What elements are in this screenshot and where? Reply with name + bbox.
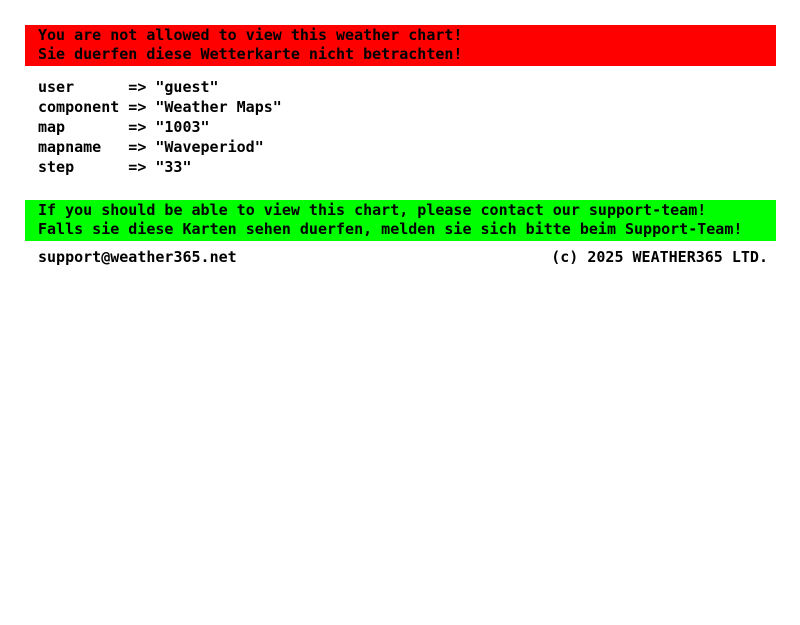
kv-arrow: =>: [128, 138, 147, 156]
kv-arrow: =>: [128, 98, 147, 116]
kv-key: user: [38, 78, 75, 96]
footer: [0, 247, 800, 267]
kv-key: mapname: [38, 138, 102, 156]
request-details: [38, 77, 800, 177]
support-email: support@weather365.net: [38, 248, 237, 266]
error-line-de: Sie duerfen diese Wetterkarte nicht betrachten!: [38, 45, 463, 63]
kv-value: "33": [155, 158, 192, 176]
kv-arrow: =>: [128, 158, 147, 176]
kv-key: component: [38, 98, 120, 116]
kv-row-user: [38, 77, 800, 97]
kv-row-mapname: [38, 137, 800, 157]
kv-value: "1003": [155, 118, 210, 136]
kv-key: step: [38, 158, 75, 176]
error-line-en: You are not allowed to view this weather chart!: [38, 26, 463, 44]
help-line-de: Falls sie diese Karten sehen duerfen, melden sie sich bitte beim Support-Team!: [38, 220, 743, 238]
kv-row-map: [38, 117, 800, 137]
kv-arrow: =>: [128, 118, 147, 136]
help-banner: [25, 200, 776, 241]
kv-row-step: [38, 157, 800, 177]
kv-value: "guest": [155, 78, 219, 96]
kv-value: "Waveperiod": [155, 138, 264, 156]
kv-row-component: [38, 97, 800, 117]
help-line-en: If you should be able to view this chart, please contact our support-team!: [38, 201, 707, 219]
error-banner: [25, 25, 776, 66]
kv-arrow: =>: [128, 78, 147, 96]
copyright-notice: (c) 2025 WEATHER365 LTD.: [551, 248, 768, 266]
kv-key: map: [38, 118, 66, 136]
kv-value: "Weather Maps": [155, 98, 282, 116]
